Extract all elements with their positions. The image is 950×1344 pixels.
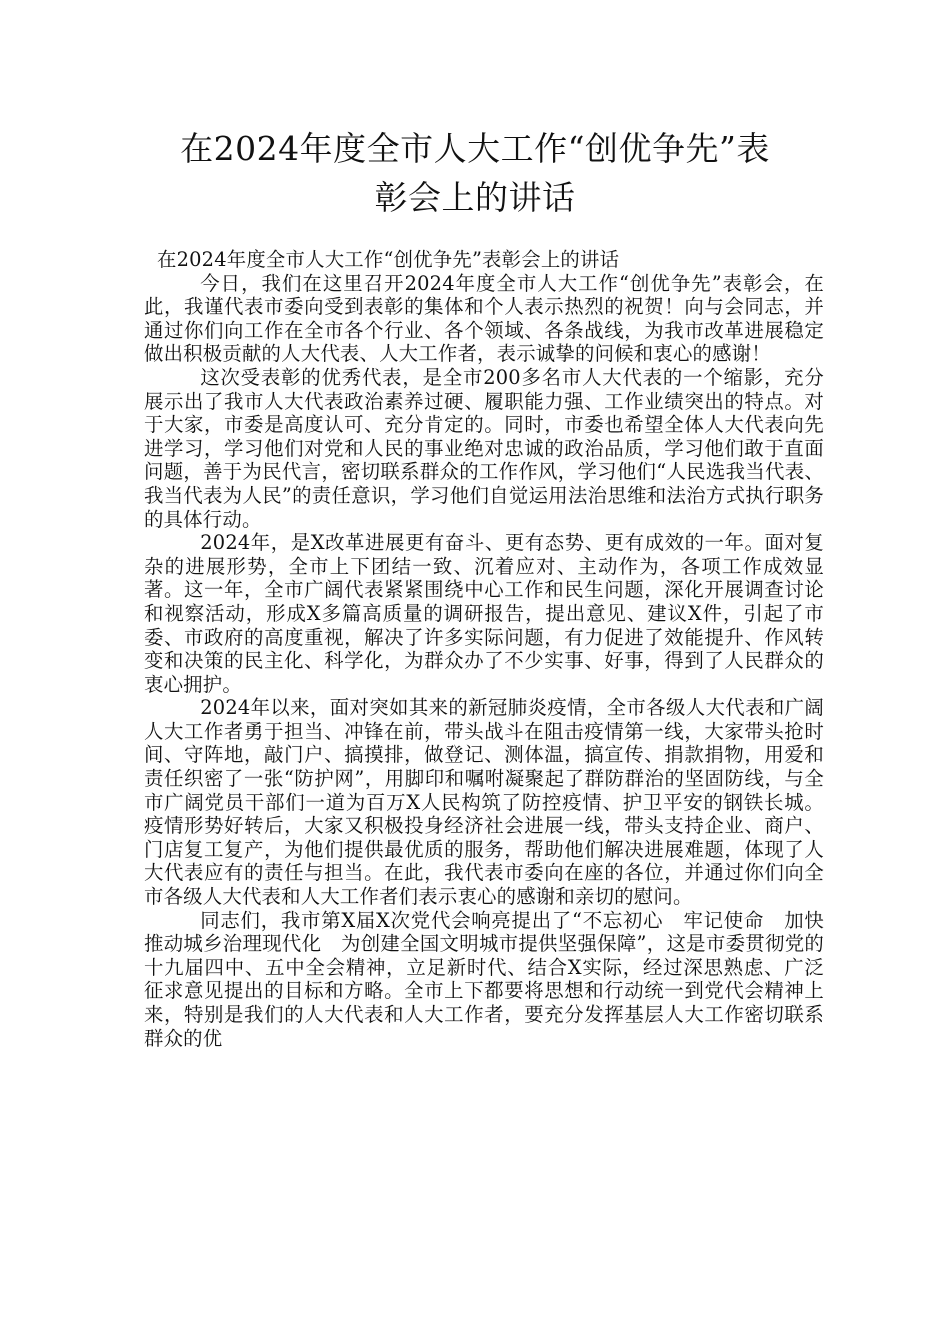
body-paragraph: 2024年以来，面对突如其来的新冠肺炎疫情，全市各级人大代表和广阔人大工作者勇于担当、冲锋在前，带头战斗在阻击疫情第一线，大家带头抢时间、守阵地，敲门户、搞摸排，做登记、测体温，搞宣传、捐款捐物，用爱和责任织密了一张“防护网”，用脚印和嘱咐凝聚起了群防群治的坚固防线，与全市广阔党员干部们一道为百万X人民构筑了防控疫情、护卫平安的钢铁长城。疫情形势好转后，大家又积极投身经济社会进展一线，带头支持企业、商户、门店复工复产，为他们提供最优质的服务，帮助他们解决进展难题，体现了人大代表应有的责任与担当。在此，我代表市委向在座的各位，并通过你们向全市各级人大代表和人大工作者们表示衷心的感谢和亲切的慰问。	[144, 696, 824, 909]
document-title	[120, 124, 830, 222]
body-paragraph: 这次受表彰的优秀代表，是全市200多名市人大代表的一个缩影，充分展示出了我市人大代表政治素养过硬、履职能力强、工作业绩突出的特点。对于大家，市委是高度认可、充分肯定的。同时，市委也希望全体人大代表向先进学习，学习他们对党和人民的事业绝对忠诚的政治品质，学习他们敢于直面问题，善于为民代言，密切联系群众的工作作风，学习他们“人民选我当代表、我当代表为人民”的责任意识，学习他们自觉运用法治思维和法治方式执行职务的具体行动。	[144, 365, 824, 531]
body-paragraph: 今日，我们在这里召开2024年度全市人大工作“创优争先”表彰会，在此，我谨代表市委向受到表彰的集体和个人表示热烈的祝贺！向与会同志，并通过你们向工作在全市各个行业、各个领域、各条战线，为我市改革进展稳定做出积极贡献的人大代表、人大工作者，表示诚挚的问候和衷心的感谢！	[144, 271, 824, 366]
document-body	[144, 248, 824, 1050]
body-paragraph: 同志们，我市第X届X次党代会响亮提出了“不忘初心 牢记使命 加快推动城乡治理现代化 为创建全国文明城市提供坚强保障”，这是市委贯彻党的十九届四中、五中全会精神，立足新时代、结合X实际，经过深思熟虑、广泛征求意见提出的目标和方略。全市上下都要将思想和行动统一到党代会精神上来，特别是我们的人大代表和人大工作者，要充分发挥基层人大工作密切联系群众的优	[144, 908, 824, 1050]
document-subtitle: 在2024年度全市人大工作“创优争先”表彰会上的讲话	[157, 248, 620, 271]
title-line-2: 彰会上的讲话	[374, 178, 576, 217]
title-line-1: 在2024年度全市人大工作“创优争先”表	[180, 129, 770, 168]
body-paragraph: 2024年，是X改革进展更有奋斗、更有态势、更有成效的一年。面对复杂的进展形势，全市上下团结一致、沉着应对、主动作为，各项工作成效显著。这一年，全市广阔代表紧紧围绕中心工作和民生问题，深化开展调查讨论和视察活动，形成X多篇高质量的调研报告，提出意见、建议X件，引起了市委、市政府的高度重视，解决了许多实际问题，有力促进了效能提升、作风转变和决策的民主化、科学化，为群众办了不少实事、好事，得到了人民群众的衷心拥护。	[144, 531, 824, 696]
